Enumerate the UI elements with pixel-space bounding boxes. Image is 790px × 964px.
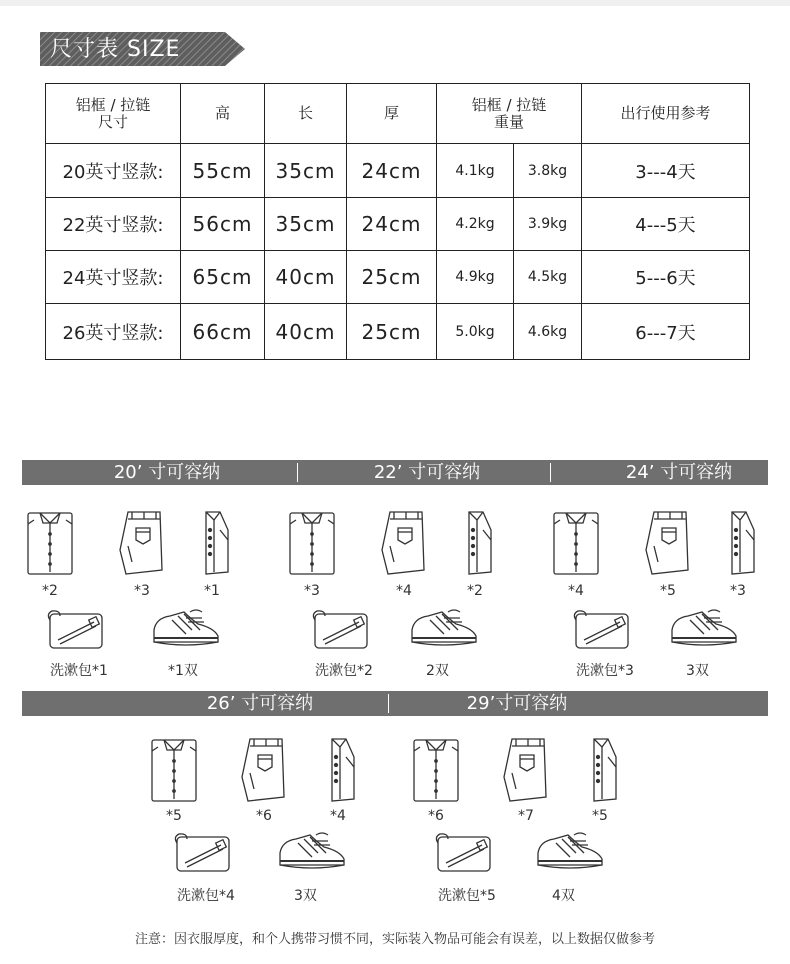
pants-icon (502, 737, 550, 803)
header-length: 长 (265, 84, 347, 144)
table-header-row (46, 84, 750, 144)
jacket-qty: *2 (467, 583, 483, 599)
cell-days: 3---4天 (582, 144, 750, 198)
pants-qty: *7 (518, 808, 534, 824)
toiletry-qty: 洗漱包*3 (576, 663, 634, 679)
cell-height: 55cm (181, 144, 265, 198)
toiletry-qty: 洗漱包*5 (438, 888, 496, 904)
shirt-icon (552, 510, 600, 576)
cell-weight-zip: 3.8kg (514, 144, 582, 198)
shirt-qty: *4 (568, 583, 584, 599)
shirt-icon (150, 737, 198, 803)
pants-icon (380, 510, 428, 576)
jacket-icon (463, 510, 493, 576)
cell-days: 5---6天 (582, 251, 750, 304)
shoes-qty: 2双 (426, 663, 449, 679)
shirt-qty: *2 (42, 583, 58, 599)
shoes-qty: 3双 (294, 888, 317, 904)
bar-divider (550, 463, 551, 482)
shoes-qty: 4双 (552, 888, 575, 904)
cell-weight-alu: 4.9kg (437, 251, 514, 304)
cell-thickness: 24cm (347, 144, 437, 198)
jacket-icon (326, 737, 356, 803)
cell-weight-alu: 4.1kg (437, 144, 514, 198)
capacity-title-29: 29’寸可容纳 (466, 693, 568, 714)
toiletry-qty: 洗漱包*2 (315, 663, 373, 679)
row-label: 26英寸竖款: (46, 304, 181, 360)
bar-divider (297, 463, 298, 482)
shirt-icon (412, 737, 460, 803)
capacity-title-26: 26’ 寸可容纳 (206, 693, 314, 714)
cell-height: 66cm (181, 304, 265, 360)
pants-icon (118, 510, 166, 576)
shirt-qty: *6 (428, 808, 444, 824)
cell-weight-alu: 4.2kg (437, 198, 514, 251)
cell-length: 40cm (265, 304, 347, 360)
cell-length: 40cm (265, 251, 347, 304)
capacity-bar-1 (22, 460, 768, 485)
cell-weight-alu: 5.0kg (437, 304, 514, 360)
cell-thickness: 25cm (347, 251, 437, 304)
jacket-icon (200, 510, 230, 576)
pants-icon (240, 737, 288, 803)
top-border (0, 0, 790, 6)
jacket-qty: *3 (730, 583, 746, 599)
toiletry-bag-icon (173, 831, 233, 875)
footnote: 注意：因衣服厚度，和个人携带习惯不同，实际装入物品可能会有误差，以上数据仅做参考 (134, 932, 655, 947)
row-label: 20英寸竖款: (46, 144, 181, 198)
toiletry-qty: 洗漱包*1 (50, 663, 108, 679)
cell-weight-zip: 3.9kg (514, 198, 582, 251)
shoes-qty: *1双 (168, 663, 198, 679)
row-label: 22英寸竖款: (46, 198, 181, 251)
header-weight (437, 84, 582, 144)
toiletry-bag-icon (572, 608, 632, 652)
sneaker-icon (408, 608, 480, 648)
jacket-qty: *4 (330, 808, 346, 824)
toiletry-bag-icon (46, 608, 106, 652)
cell-days: 6---7天 (582, 304, 750, 360)
cell-weight-zip: 4.5kg (514, 251, 582, 304)
toiletry-qty: 洗漱包*4 (177, 888, 235, 904)
shirt-icon (288, 510, 336, 576)
bar-divider (388, 694, 389, 713)
header-weight-line1: 铝框 / 拉链 (471, 95, 547, 114)
jacket-icon (588, 737, 618, 803)
pants-qty: *6 (256, 808, 272, 824)
sneaker-icon (534, 831, 606, 871)
table-row (46, 251, 750, 304)
table-row (46, 198, 750, 251)
header-type (46, 84, 181, 144)
jacket-icon (726, 510, 756, 576)
header-thickness: 厚 (347, 84, 437, 144)
capacity-bar-2 (22, 691, 768, 716)
table-row (46, 144, 750, 198)
shirt-qty: *5 (166, 808, 182, 824)
pants-qty: *5 (660, 583, 676, 599)
cell-height: 56cm (181, 198, 265, 251)
shirt-icon (26, 510, 74, 576)
size-chart-title-banner (40, 32, 245, 66)
toiletry-bag-icon (434, 831, 494, 875)
cell-height: 65cm (181, 251, 265, 304)
shoes-qty: 3双 (686, 663, 709, 679)
header-type-line1: 铝框 / 拉链 (75, 95, 151, 114)
cell-weight-zip: 4.6kg (514, 304, 582, 360)
cell-thickness: 24cm (347, 198, 437, 251)
size-chart-title: 尺寸表 SIZE (50, 37, 181, 62)
jacket-qty: *1 (204, 583, 220, 599)
shirt-qty: *3 (304, 583, 320, 599)
table-row (46, 304, 750, 360)
header-height: 高 (181, 84, 265, 144)
header-type-line2: 尺寸 (97, 112, 128, 131)
capacity-title-20: 20’ 寸可容纳 (113, 462, 221, 483)
sneaker-icon (150, 608, 222, 648)
sneaker-icon (668, 608, 740, 648)
cell-length: 35cm (265, 198, 347, 251)
capacity-title-24: 24’ 寸可容纳 (625, 462, 733, 483)
capacity-title-22: 22’ 寸可容纳 (373, 462, 481, 483)
pants-qty: *3 (134, 583, 150, 599)
size-table (45, 83, 750, 360)
cell-days: 4---5天 (582, 198, 750, 251)
cell-thickness: 25cm (347, 304, 437, 360)
header-delivery: 出行使用参考 (582, 84, 750, 144)
pants-icon (644, 510, 692, 576)
jacket-qty: *5 (592, 808, 608, 824)
cell-length: 35cm (265, 144, 347, 198)
header-weight-line2: 重量 (493, 112, 524, 131)
toiletry-bag-icon (311, 608, 371, 652)
pants-qty: *4 (396, 583, 412, 599)
sneaker-icon (276, 831, 348, 871)
row-label: 24英寸竖款: (46, 251, 181, 304)
